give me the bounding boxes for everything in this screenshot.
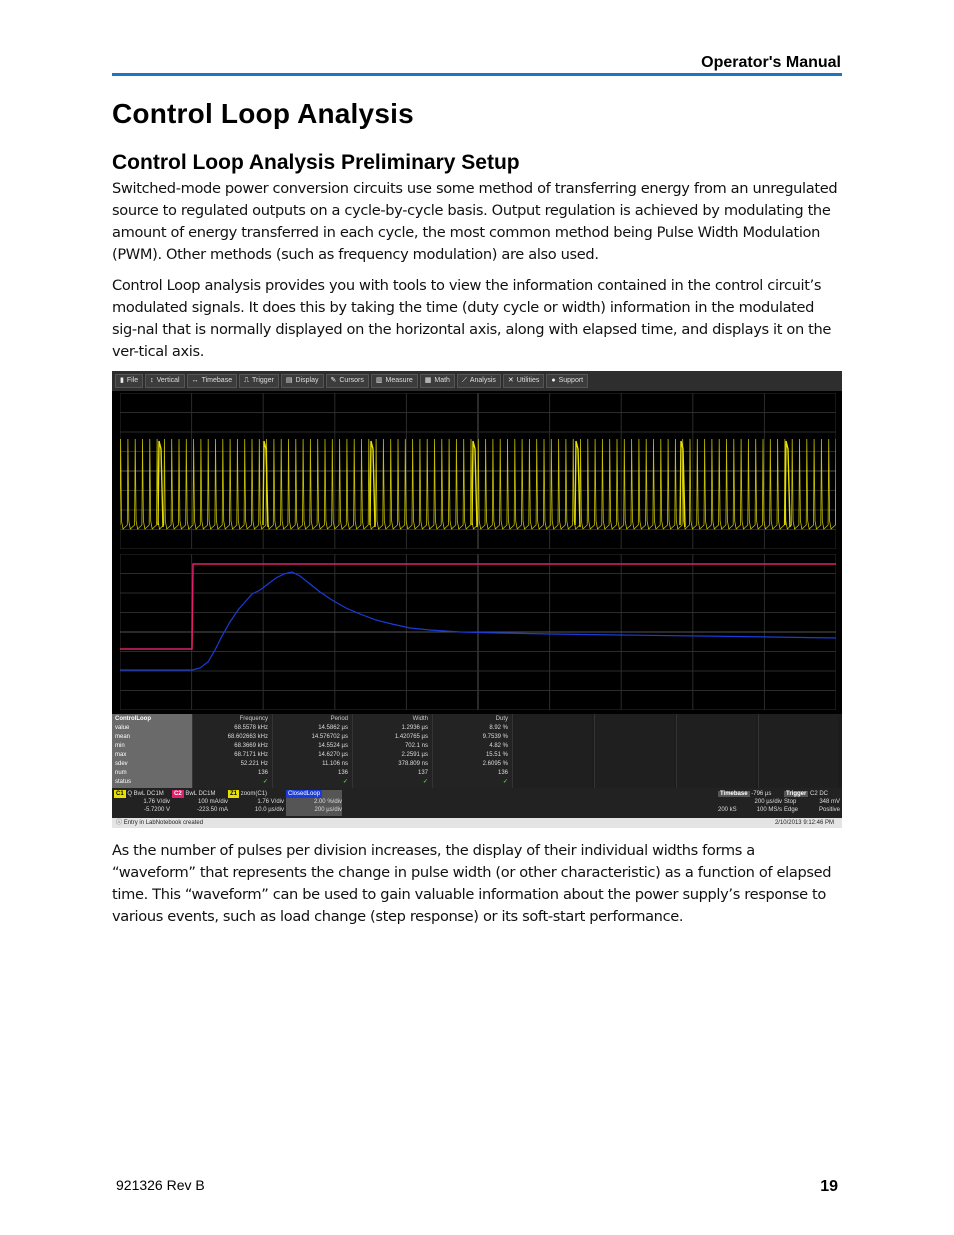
waveform-paragraph: As the number of pulses per division increases, the display of their individual widths forms a “waveform” that represents the change in pulse width (or other characteristic) as a function of elapsed time. This “waveform” can be used to gain valuable information about the power supply’s response to various events, such as load change (step response) or its soft-start performance. <box>112 842 832 925</box>
trigger-descriptor[interactable] <box>784 790 840 816</box>
menu-display-button[interactable] <box>281 374 324 388</box>
menu-measure-button[interactable] <box>371 374 418 388</box>
function-scale: 2.00 %/div <box>313 799 342 805</box>
function-offset: 200 µs/div <box>314 807 342 813</box>
oscilloscope-screenshot <box>112 371 842 828</box>
status-check-icon: ✓ <box>342 779 348 785</box>
menu-math-button[interactable] <box>420 374 455 388</box>
file-icon: ▮ <box>120 377 124 384</box>
table-label: ControlLoop <box>115 716 151 722</box>
cursors-icon: ✎ <box>330 377 337 384</box>
timebase-delay: -796 µs <box>751 791 772 797</box>
table-cell: 52.221 Hz <box>240 761 268 767</box>
table-column-frequency <box>192 714 272 788</box>
timebase-icon: ↔ <box>191 377 199 384</box>
scope-statusbar <box>112 818 842 828</box>
table-column-duty <box>432 714 512 788</box>
menu-label: File <box>126 377 139 384</box>
channel1-descriptor[interactable] <box>114 790 170 816</box>
menu-vertical-button[interactable] <box>145 374 184 388</box>
trigger-channel: C2 DC <box>810 791 829 797</box>
table-label: status <box>115 779 132 785</box>
table-cell: 68.602663 kHz <box>227 734 268 740</box>
status-check-icon: ✓ <box>502 779 508 785</box>
menu-trigger-button[interactable] <box>239 374 279 388</box>
menu-label: Trigger <box>252 377 274 384</box>
column-header: Duty <box>495 716 508 722</box>
table-cell: 136 <box>337 770 348 776</box>
table-cell: 68.3669 kHz <box>234 743 268 749</box>
zoom-mode: zoom(C1) <box>240 791 268 797</box>
table-cell: 1.420765 µs <box>394 734 428 740</box>
table-label: value <box>115 725 130 731</box>
table-row-labels <box>112 714 192 788</box>
document-number: 921326 Rev B <box>116 1177 205 1193</box>
table-cell: 14.576702 µs <box>311 734 348 740</box>
channel2-scale: 100 mA/div <box>197 799 228 805</box>
table-label: min <box>115 743 125 749</box>
channel1-offset: -5.7200 V <box>143 807 170 813</box>
trigger-label: Trigger <box>786 791 807 797</box>
analysis-icon: ⟋ <box>461 377 467 384</box>
table-cell: 15.51 % <box>485 752 508 758</box>
menu-label: Support <box>558 377 584 384</box>
timebase-descriptor[interactable] <box>718 790 782 816</box>
channel1-grid <box>120 393 836 549</box>
zoom-descriptor[interactable] <box>228 790 284 816</box>
zoom-tag: Z1 <box>230 791 238 797</box>
table-empty-column <box>676 714 756 788</box>
table-cell: 2.6095 % <box>482 761 508 767</box>
channel2-offset: -223.50 mA <box>196 807 228 813</box>
intro-paragraph: Switched-mode power conversion circuits use some method of transferring energy from an unregulated source to regulated outputs on a cycle-by-cycle basis. Output regulation is achieved by modulating the amount of energy transferred in each cycle, the most common method being Pulse Width Modulation (PWM). Other methods (such as frequency modulation) are also used. <box>112 180 838 263</box>
channel1-scale: 1.76 V/div <box>143 799 170 805</box>
info-icon: ⓘ <box>116 820 123 826</box>
channel2-tag: C2 <box>174 791 182 797</box>
math-icon: ▦ <box>424 377 432 384</box>
display-icon: ▤ <box>285 377 293 384</box>
menu-label: Display <box>295 377 319 384</box>
menu-label: Cursors <box>339 377 364 384</box>
header-label: Operator's Manual <box>701 54 841 71</box>
zoom-scale: 1.76 V/div <box>257 799 284 805</box>
table-cell: 68.7171 kHz <box>234 752 268 758</box>
function-tag: ClosedLoop <box>288 791 321 797</box>
menu-label: Analysis <box>469 377 496 384</box>
table-cell: 136 <box>257 770 268 776</box>
table-cell: 9.7539 % <box>482 734 508 740</box>
trigger-level: 348 mV <box>819 799 840 805</box>
menu-label: Timebase <box>201 377 233 384</box>
menu-cursors-button[interactable] <box>326 374 369 388</box>
utilities-icon: ✕ <box>507 377 514 384</box>
trigger-slope: Positive <box>818 807 840 813</box>
function-descriptor[interactable] <box>286 790 342 816</box>
table-empty-column <box>512 714 592 788</box>
timebase-label: Timebase <box>720 791 748 797</box>
table-label: mean <box>115 734 131 740</box>
channel2-mode: BwL DC1M <box>185 791 216 797</box>
channel-descriptor-bar <box>112 788 842 818</box>
table-cell: 136 <box>497 770 508 776</box>
table-cell: 14.5524 µs <box>318 743 348 749</box>
menu-label: Utilities <box>516 377 540 384</box>
channel1-tag: C1 <box>116 791 124 797</box>
status-check-icon: ✓ <box>262 779 268 785</box>
trigger-type: Edge <box>784 807 799 813</box>
support-icon: ● <box>551 377 556 384</box>
vertical-icon: ↕ <box>150 377 154 384</box>
trigger-mode: Stop <box>784 799 797 805</box>
status-timestamp: 2/10/2013 9:12:46 PM <box>774 820 834 826</box>
table-cell: 378.809 ns <box>398 761 428 767</box>
menu-utilities-button[interactable] <box>503 374 544 388</box>
status-check-icon: ✓ <box>422 779 428 785</box>
timebase-rate: 200 µs/div <box>754 799 782 805</box>
column-header: Period <box>330 716 348 722</box>
scope-menubar <box>112 371 842 391</box>
measurement-table <box>112 714 842 788</box>
table-column-width <box>352 714 432 788</box>
column-header: Frequency <box>239 716 268 722</box>
table-empty-column <box>758 714 838 788</box>
table-cell: 11.106 ns <box>322 761 348 767</box>
table-cell: 4.82 % <box>489 743 508 749</box>
table-cell: 1.2936 µs <box>401 725 428 731</box>
table-label: sdev <box>115 761 128 767</box>
measure-icon: ▥ <box>375 377 383 384</box>
channel2-descriptor[interactable] <box>172 790 228 816</box>
table-column-period <box>272 714 352 788</box>
timebase-srate: 100 MS/s <box>756 807 782 813</box>
zoom-grid <box>120 554 836 710</box>
zoom-offset: 10.0 µs/div <box>254 807 284 813</box>
status-message: Entry in LabNotebook created <box>123 820 204 826</box>
channel1-mode: Q BwL DC1M <box>127 791 164 797</box>
table-cell: 14.5862 µs <box>318 725 348 731</box>
table-cell: 8.92 % <box>489 725 508 731</box>
menu-label: Vertical <box>156 377 180 384</box>
menu-file-button[interactable] <box>115 374 143 388</box>
menu-analysis-button[interactable] <box>457 374 501 388</box>
page-number: 19 <box>820 1178 838 1195</box>
table-label: max <box>115 752 127 758</box>
table-cell: 68.5578 kHz <box>234 725 268 731</box>
table-cell: 702.1 ns <box>404 743 428 749</box>
table-cell: 137 <box>417 770 428 776</box>
table-label: num <box>115 770 127 776</box>
menu-label: Measure <box>385 377 413 384</box>
menu-timebase-button[interactable] <box>187 374 237 388</box>
menu-support-button[interactable] <box>546 374 588 388</box>
page-title: Control Loop Analysis <box>112 98 414 129</box>
header-rule <box>112 73 842 76</box>
table-empty-column <box>594 714 674 788</box>
timebase-samples: 200 kS <box>718 807 737 813</box>
column-header: Width <box>412 716 428 722</box>
section-title: Control Loop Analysis Preliminary Setup <box>112 151 520 174</box>
menu-label: Math <box>434 377 450 384</box>
table-cell: 14.6270 µs <box>318 752 348 758</box>
description-paragraph: Control Loop analysis provides you with tools to view the information contained in the control circuit’s modulated signals. It does this by taking the time (duty cycle or width) information in the modulated sig-nal that is normally displayed on the horizontal axis, along with elapsed time, and displays it on the ver-tical axis. <box>112 277 832 360</box>
table-cell: 2.2591 µs <box>401 752 428 758</box>
trigger-icon: ⎍ <box>244 377 249 384</box>
